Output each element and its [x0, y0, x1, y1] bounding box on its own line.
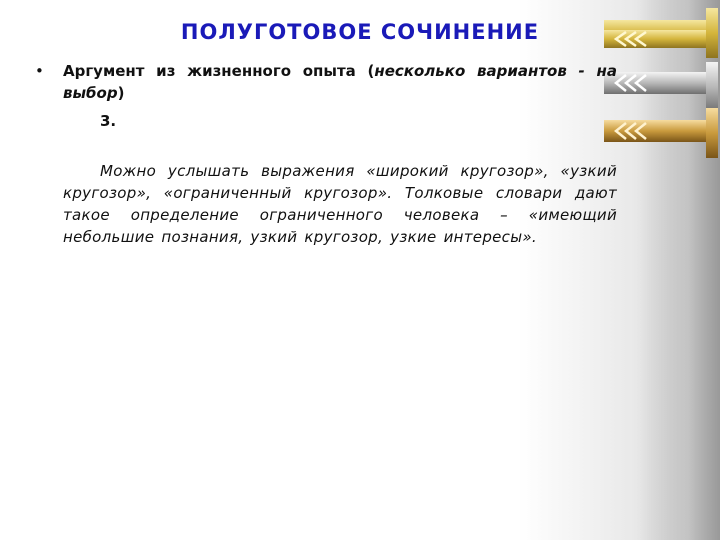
argument-close-text: ): [117, 84, 125, 102]
argument-lead-text: Аргумент из жизненного опыта (: [63, 62, 375, 80]
essay-paragraph: Можно услышать выражения «широкий кругозор», «узкий кругозор», «ограниченный кругозор». Толковые словари дают такое определение ограниченного человека – «имеющий небольшие познания, узкий кругозор, узкие интересы».: [63, 162, 617, 246]
slide-title: ПОЛУГОТОВОЕ СОЧИНЕНИЕ: [180, 20, 540, 44]
variant-number: 3.: [100, 112, 117, 130]
argument-italic-text: несколько вариантов - на выбор: [63, 62, 617, 102]
bullet-icon: •: [35, 62, 44, 80]
argument-bullet: [35, 60, 617, 104]
slide-content: [35, 60, 617, 248]
